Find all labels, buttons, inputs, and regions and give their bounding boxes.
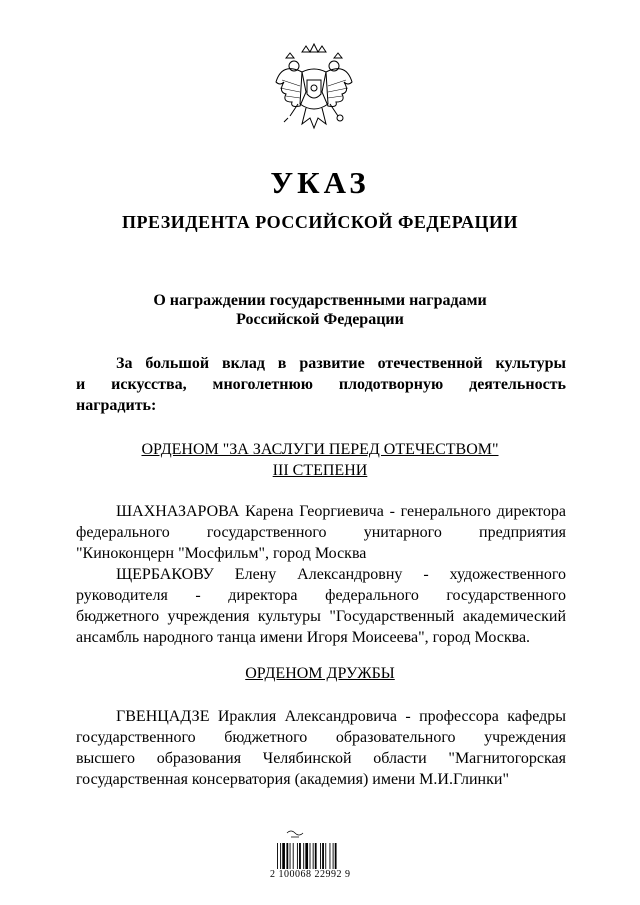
- decree-heading-line: О награждении государственными наградами: [153, 292, 487, 309]
- decree-heading: [0, 291, 640, 329]
- decree-heading-line: Российской Федерации: [236, 311, 404, 328]
- document-title: УКАЗ: [270, 165, 370, 200]
- coat-of-arms-emblem-icon: [272, 42, 356, 142]
- awardee-line: ГВЕНЦАДЗЕ Ираклия Александровича - профессора кафедры: [116, 708, 566, 725]
- awardee-paragraph: [76, 706, 566, 790]
- awardee-line: "Киноконцерн "Мосфильм", город Москва: [76, 545, 367, 562]
- preamble-line: наградить:: [76, 397, 157, 414]
- awardee-line: федерального государственного унитарного предприятия: [76, 524, 566, 541]
- awardee-paragraph: [76, 564, 566, 648]
- order-title-line: ОРДЕНОМ ДРУЖБЫ: [245, 665, 395, 682]
- awardee-line: государственного бюджетного образовательного учреждения: [76, 729, 566, 746]
- awardee-line: государственная консерватория (академия) имени М.И.Глинки": [76, 771, 509, 788]
- awardee-line: ШАХНАЗАРОВА Карена Георгиевича - генерального директора: [116, 503, 566, 520]
- barcode-number: 2 100068 22992 9: [270, 869, 351, 880]
- preamble-line: За большой вклад в развитие отечественной культуры: [116, 355, 566, 372]
- document-subtitle: ПРЕЗИДЕНТА РОССИЙСКОЙ ФЕДЕРАЦИИ: [122, 212, 518, 232]
- preamble-line: и искусства, многолетнюю плодотворную деятельность: [76, 376, 566, 393]
- order-title: [0, 663, 640, 684]
- awardee-paragraph: [76, 501, 566, 564]
- awardee-line: высшего образования Челябинской области "Магнитогорская: [76, 750, 566, 767]
- order-title: [0, 439, 640, 481]
- preamble-paragraph: [76, 353, 566, 416]
- order-title-line: III СТЕПЕНИ: [272, 462, 368, 479]
- awardee-line: руководителя - директора федерального государственного: [76, 587, 566, 604]
- awardee-line: бюджетного учреждения культуры "Государственный академический: [76, 608, 566, 625]
- awardee-line: ЩЕРБАКОВУ Елену Александровну - художественного: [116, 566, 566, 583]
- order-title-line: ОРДЕНОМ "ЗА ЗАСЛУГИ ПЕРЕД ОТЕЧЕСТВОМ": [141, 441, 499, 458]
- awardee-line: ансамбль народного танца имени Игоря Моисеева", город Москва.: [76, 629, 531, 646]
